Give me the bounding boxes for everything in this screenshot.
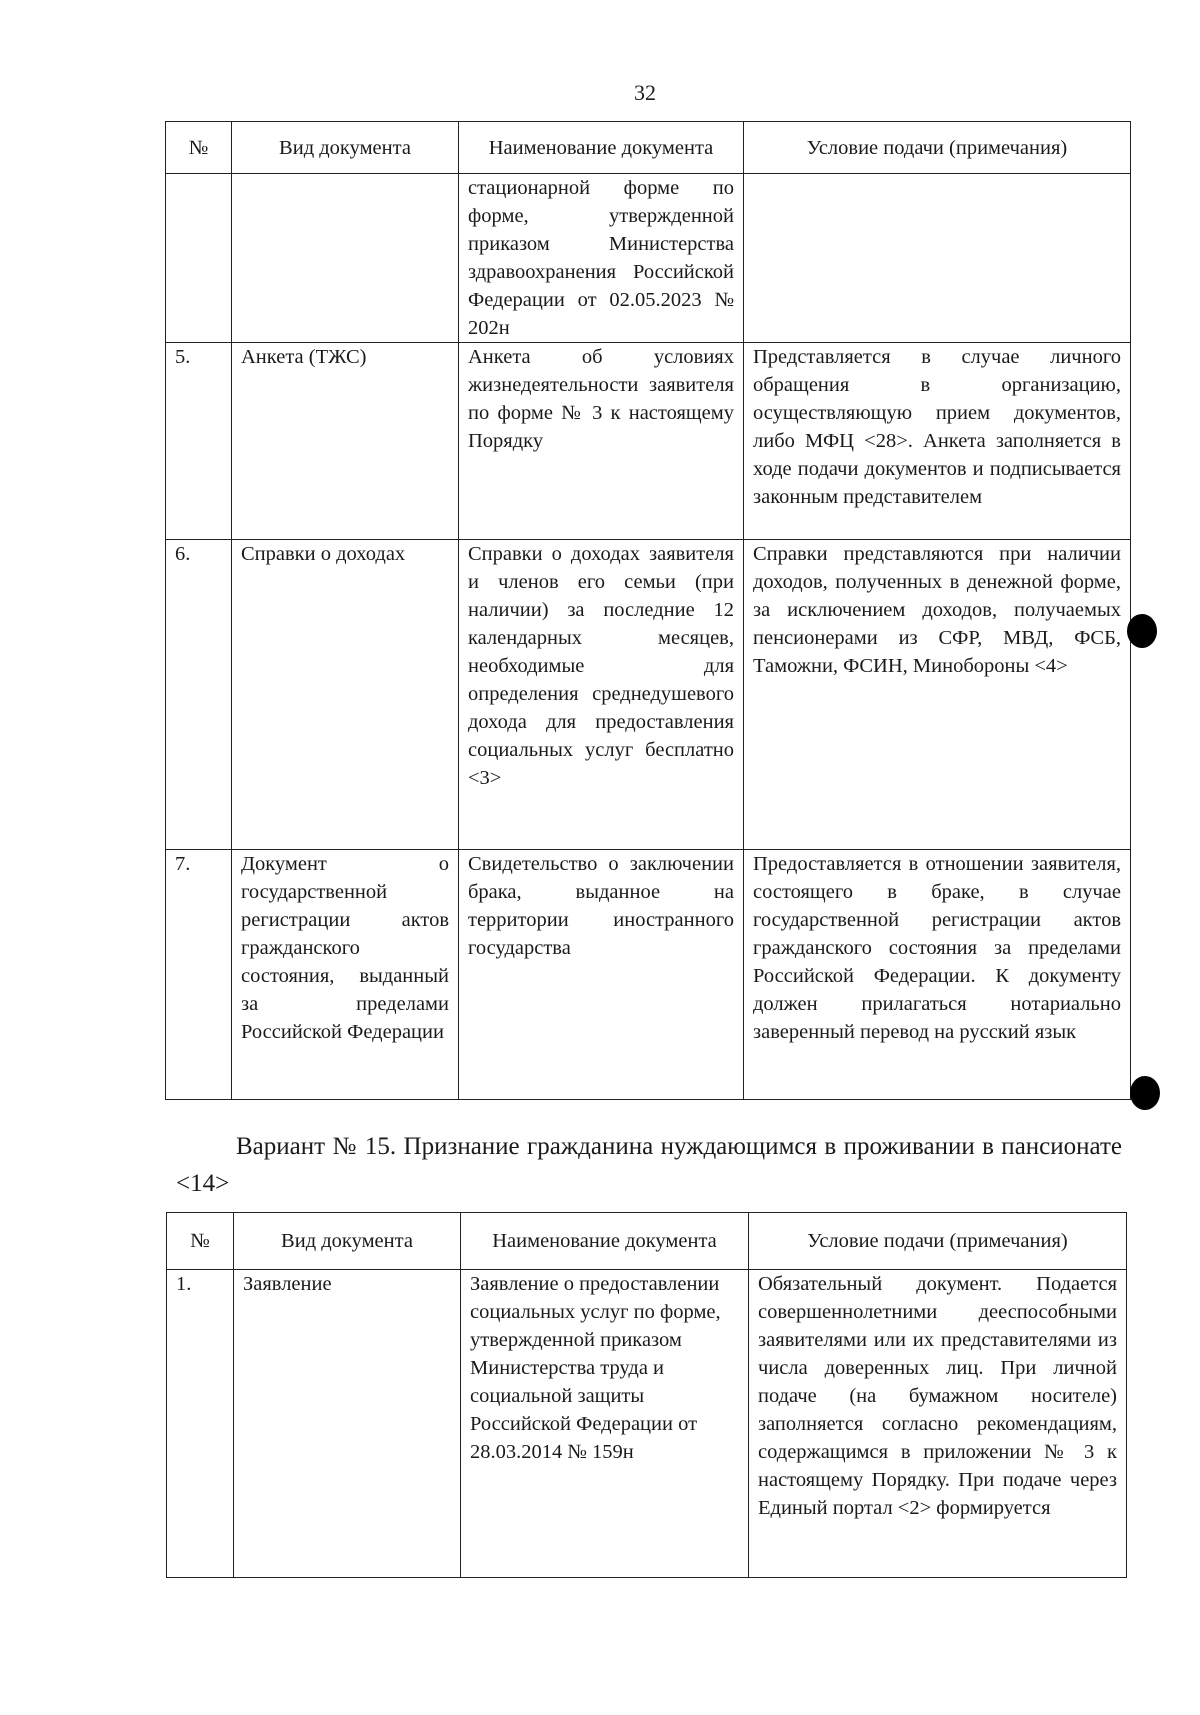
cell-doc-name: стационарной форме по форме, утвержденной приказом Министерства здравоохранения Российской Федерации от 02.05.2023 № 202н <box>459 174 744 343</box>
header-doc-type: Вид документа <box>232 122 459 174</box>
cell-doc-type: Анкета (ТЖС) <box>232 343 459 540</box>
cell-num: 6. <box>166 540 232 850</box>
header-doc-name: Наименование документа <box>461 1213 749 1270</box>
table-row <box>166 850 1131 1100</box>
cell-num: 1. <box>167 1270 234 1578</box>
cell-num <box>166 174 232 343</box>
cell-doc-type: Документ о государственной регистрации актов гражданского состояния, выданный за пределами Российской Федерации <box>232 850 459 1100</box>
header-condition: Условие подачи (примечания) <box>744 122 1131 174</box>
punch-hole-mark <box>1127 614 1157 648</box>
page-number: 32 <box>634 80 656 105</box>
documents-table-variant-15 <box>166 1212 1127 1578</box>
cell-doc-name: Справки о доходах заявителя и членов его семьи (при наличии) за последние 12 календарных месяцев, необходимые для определения среднедушевого дохода для предоставления социальных услуг бесплатно <3> <box>459 540 744 850</box>
table-row <box>167 1270 1127 1578</box>
table-row <box>166 174 1131 343</box>
header-num: № <box>166 122 232 174</box>
documents-table <box>165 121 1131 1100</box>
header-num: № <box>167 1213 234 1270</box>
cell-doc-type: Заявление <box>234 1270 461 1578</box>
cell-condition <box>744 174 1131 343</box>
header-doc-type: Вид документа <box>234 1213 461 1270</box>
cell-doc-type <box>232 174 459 343</box>
table-header-row <box>166 122 1131 174</box>
punch-hole-mark <box>1130 1076 1160 1110</box>
cell-doc-type: Справки о доходах <box>232 540 459 850</box>
cell-num: 7. <box>166 850 232 1100</box>
table-header-row <box>167 1213 1127 1270</box>
cell-condition: Представляется в случае личного обращения в организацию, осуществляющую прием документов, либо МФЦ <28>. Анкета заполняется в ходе подачи документов и подписывается законным представителем <box>744 343 1131 540</box>
cell-doc-name: Свидетельство о заключении брака, выданное на территории иностранного государства <box>459 850 744 1100</box>
cell-doc-name: Заявление о предоставлении социальных услуг по форме, утвержденной приказом Министерства труда и социальной защиты Российской Федерации от 28.03.2014 № 159н <box>461 1270 749 1578</box>
cell-num: 5. <box>166 343 232 540</box>
section-heading: Вариант № 15. Признание гражданина нуждающимся в проживании в пансионате <14> <box>176 1133 1122 1197</box>
cell-condition: Предоставляется в отношении заявителя, состоящего в браке, в случае государственной регистрации актов гражданского состояния за пределами Российской Федерации. К документу должен прилагаться нотариально заверенный перевод на русский язык <box>744 850 1131 1100</box>
header-condition: Условие подачи (примечания) <box>749 1213 1127 1270</box>
cell-condition: Справки представляются при наличии доходов, полученных в денежной форме, за исключением доходов, получаемых пенсионерами из СФР, МВД, ФСБ, Таможни, ФСИН, Минобороны <4> <box>744 540 1131 850</box>
header-doc-name: Наименование документа <box>459 122 744 174</box>
table-row <box>166 540 1131 850</box>
cell-condition: Обязательный документ. Подается совершеннолетними дееспособными заявителями или их представителями из числа доверенных лиц. При личной подаче (на бумажном носителе) заполняется согласно рекомендациям, содержащимся в приложении № 3 к настоящему Порядку. При подаче через Единый портал <2> формируется <box>749 1270 1127 1578</box>
cell-doc-name: Анкета об условиях жизнедеятельности заявителя по форме № 3 к настоящему Порядку <box>459 343 744 540</box>
table-row <box>166 343 1131 540</box>
